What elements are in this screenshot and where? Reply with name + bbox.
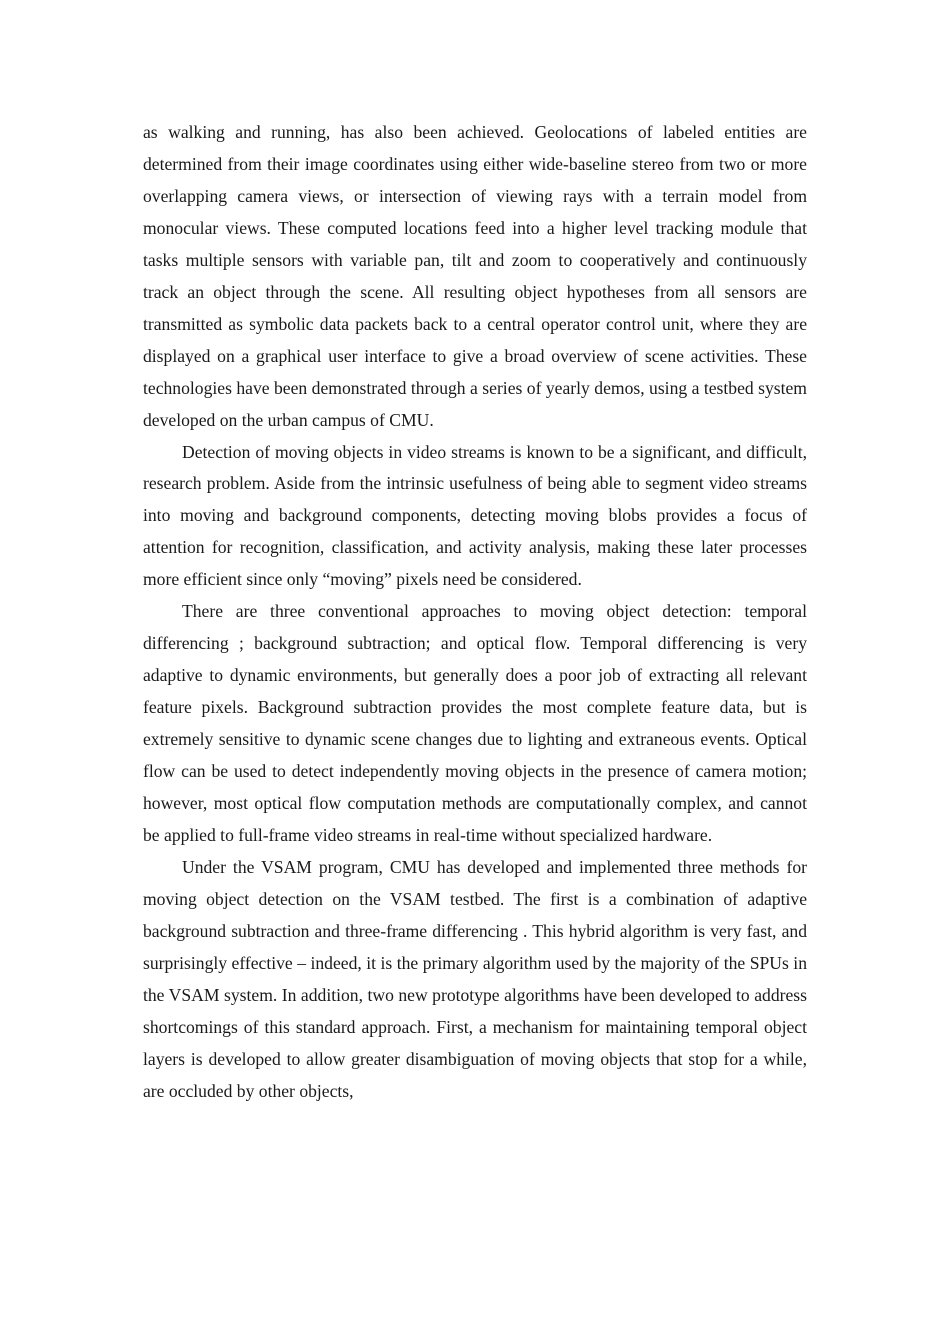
body-text <box>143 117 807 1108</box>
paragraph-continuation: as walking and running, has also been achieved. Geolocations of labeled entities are determined from their image coordinates using either wide-baseline stereo from two or more overlapping camera views, or intersection of viewing rays with a terrain model from monocular views. These computed locations feed into a higher level tracking module that tasks multiple sensors with variable pan, tilt and zoom to cooperatively and continuously track an object through the scene. All resulting object hypotheses from all sensors are transmitted as symbolic data packets back to a central operator control unit, where they are displayed on a graphical user interface to give a broad overview of scene activities. These technologies have been demonstrated through a series of yearly demos, using a testbed system developed on the urban campus of CMU. <box>143 122 807 430</box>
paragraph-conventional-approaches: There are three conventional approaches to moving object detection: temporal differencing ; background subtraction; and optical flow. Temporal differencing is very adaptive to dynamic environments, but generally does a poor job of extracting all relevant feature pixels. Background subtraction provides the most complete feature data, but is extremely sensitive to dynamic scene changes due to lighting and extraneous events. Optical flow can be used to detect independently moving objects in the presence of camera motion; however, most optical flow computation methods are computationally complex, and cannot be applied to full-frame video streams in real-time without specialized hardware. <box>143 601 807 845</box>
paragraph-moving-object-detection: Detection of moving objects in video streams is known to be a significant, and difficult, research problem. Aside from the intrinsic usefulness of being able to segment video streams into moving and background components, detecting moving blobs provides a focus of attention for recognition, classification, and activity analysis, making these later processes more efficient since only “moving” pixels need be considered. <box>143 441 807 590</box>
paragraph-vsam-methods: Under the VSAM program, CMU has developed and implemented three methods for moving object detection on the VSAM testbed. The first is a combination of adaptive background subtraction and three-frame differencing . This hybrid algorithm is very fast, and surprisingly effective – indeed, it is the primary algorithm used by the majority of the SPUs in the VSAM system. In addition, two new prototype algorithms have been developed to address shortcomings of this standard approach. First, a mechanism for maintaining temporal object layers is developed to allow greater disambiguation of moving objects that stop for a while, are occluded by other objects, <box>143 856 807 1101</box>
